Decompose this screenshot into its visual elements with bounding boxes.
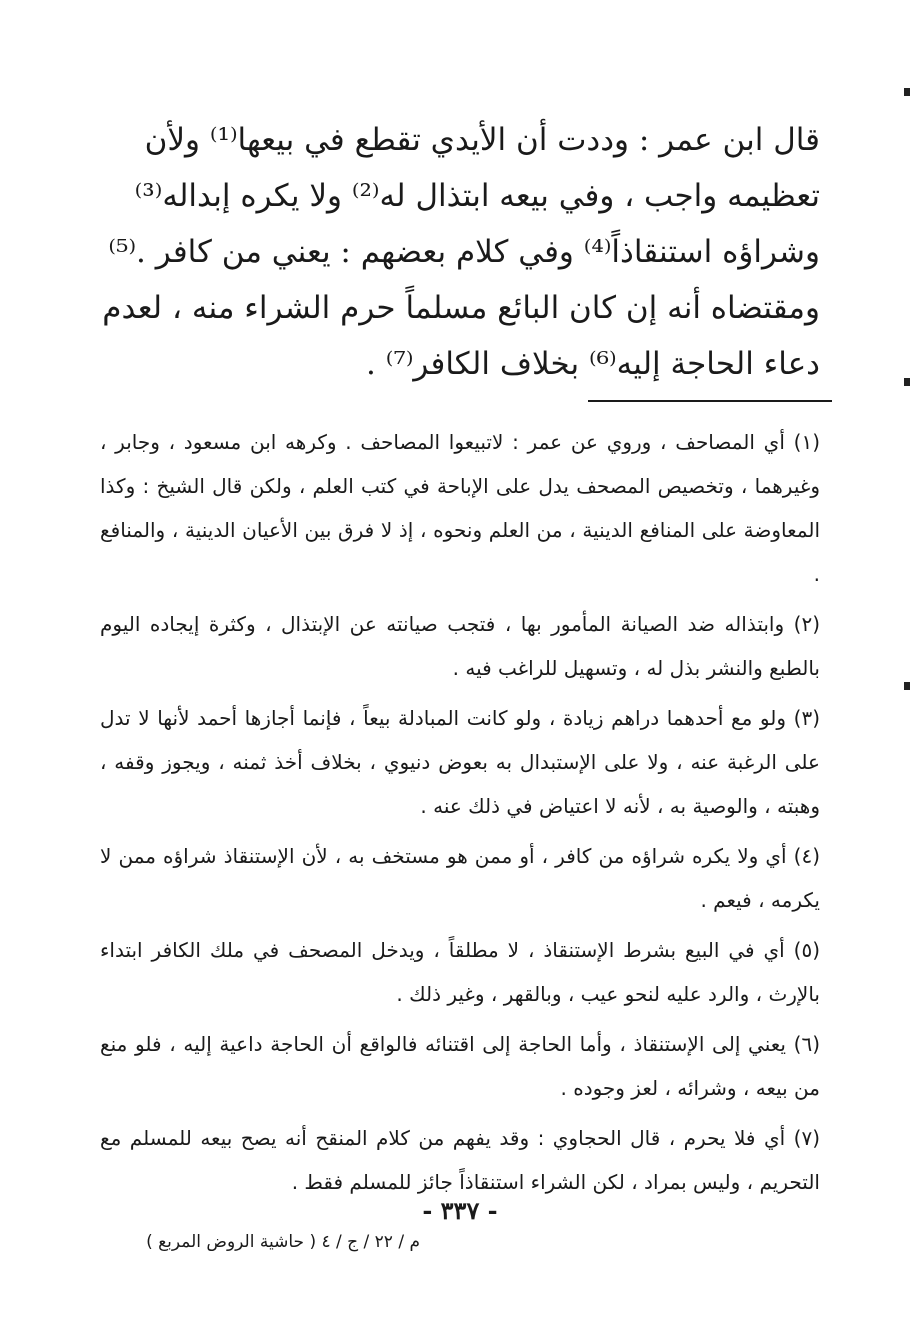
main-text-line: دعاء الحاجة إليه⁽⁶⁾ بخلاف الكافر⁽⁷⁾ .	[366, 346, 820, 382]
footnote-text: يعني إلى الإستنقاذ ، وأما الحاجة إلى اقتنائه فالواقع أن الحاجة داعية إليه ، فلو منع من بيعه ، وشرائه ، لعز وجوده .	[100, 1032, 820, 1100]
printer-signature: م / ٢٢ / ج / ٤ ( حاشية الروض المربع )	[146, 1232, 420, 1252]
footnote-number: (١)	[793, 430, 821, 454]
main-text-line: ومقتضاه أنه إن كان البائع مسلماً حرم الشراء منه ، لعدم	[102, 290, 820, 326]
footnote-number: (٥)	[793, 938, 821, 962]
footnote-item	[100, 834, 820, 922]
footnote-text: وابتذاله ضد الصيانة المأمور بها ، فتجب صيانته عن الإبتذال ، وكثرة إيجاده اليوم بالطبع والنشر بذل له ، وتسهيل للراغب فيه .	[100, 612, 820, 680]
footnote-item	[100, 420, 820, 596]
footnote-item	[100, 1116, 820, 1204]
footnote-number: (٣)	[793, 706, 820, 730]
scan-edge-mark	[904, 682, 910, 690]
main-text-line: وشراؤه استنقاذاً⁽⁴⁾ وفي كلام بعضهم : يعني من كافر .⁽⁵⁾	[108, 234, 820, 270]
footnote-item	[100, 1022, 820, 1110]
footnote-item	[100, 928, 820, 1016]
footnote-text: أي فلا يحرم ، قال الحجاوي : وقد يفهم من كلام المنقح أنه يصح بيعه للمسلم مع التحريم ، وليس بمراد ، لكن الشراء استنقاذاً جائز للمسلم فقط .	[100, 1126, 820, 1194]
scan-edge-mark	[904, 88, 910, 96]
footnotes-block	[100, 420, 820, 1210]
footnote-number: (٦)	[793, 1032, 820, 1056]
footnote-text: أي في البيع بشرط الإستنقاذ ، لا مطلقاً ، ويدخل المصحف في ملك الكافر ابتداء بالإرث ، والرد عليه لنحو عيب ، وبالقهر ، وغير ذلك .	[100, 938, 820, 1006]
main-text-block	[100, 112, 820, 392]
footnote-number: (٢)	[793, 612, 820, 636]
footnote-item	[100, 602, 820, 690]
scan-edge-mark	[904, 378, 910, 386]
page-number: - ٣٣٧ -	[422, 1196, 498, 1225]
footnote-separator	[588, 400, 832, 402]
main-text-line: تعظيمه واجب ، وفي بيعه ابتذال له⁽²⁾ ولا يكره إبداله⁽³⁾	[134, 178, 820, 214]
footnote-number: (٧)	[793, 1126, 821, 1150]
footnote-text: أي ولا يكره شراؤه من كافر ، أو ممن هو مستخف به ، لأن الإستنقاذ شراؤه ممن لا يكرمه ، فيعم .	[100, 844, 820, 912]
footnote-text: ولو مع أحدهما دراهم زيادة ، ولو كانت المبادلة بيعاً ، فإنما أجازها أحمد لأنها لا تدل على الرغبة عنه ، ولا على الإستبدال به بعوض دنيوي ، بخلاف أخذ ثمنه ، ويجوز وقفه ، وهبته ، والوصية به ، لأنه لا اعتياض في ذلك عنه .	[100, 706, 820, 818]
footnote-number: (٤)	[793, 844, 820, 868]
footnote-item	[100, 696, 820, 828]
footnote-text: أي المصاحف ، وروي عن عمر : لاتبيعوا المصاحف . وكرهه ابن مسعود ، وجابر ، وغيرهما ، وتخصيص المصحف يدل على الإباحة في كتب العلم ، ولكن قال الشيخ : وكذا المعاوضة على المنافع الدينية ، من العلم ونحوه ، إذ لا فرق بين الأعيان الدينية ، والمنافع .	[100, 430, 820, 586]
main-text-line: قال ابن عمر : وددت أن الأيدي تقطع في بيعها⁽¹⁾ ولأن	[144, 122, 820, 158]
